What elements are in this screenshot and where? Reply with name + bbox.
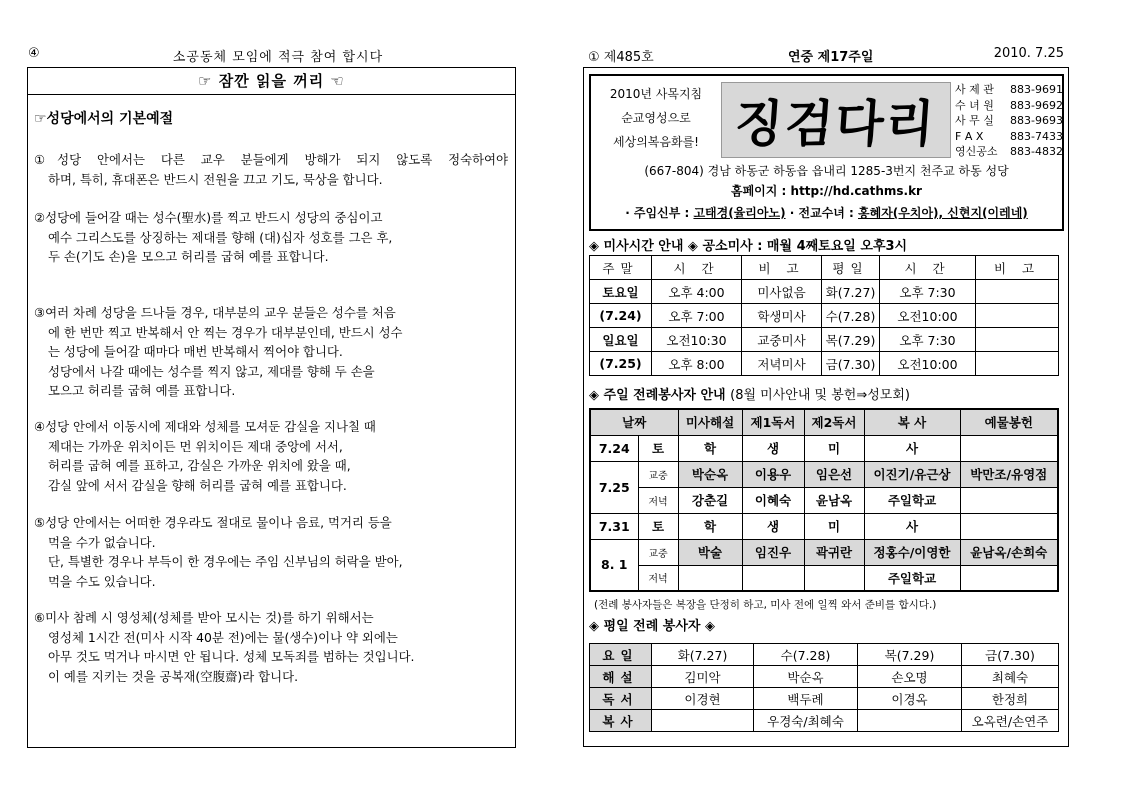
table-cell: 오전10:00 [880, 352, 976, 376]
staff-prefix: · 주임신부 : [625, 206, 694, 220]
table-cell: 임은선 [804, 461, 864, 487]
table-cell: 미 [804, 435, 864, 461]
table-header: 날짜 [590, 409, 678, 435]
parish-address: (667-804) 경남 하동군 하동읍 읍내리 1285-3번지 천주교 하동 성당 [644, 164, 1009, 178]
table-cell: 복사 [590, 710, 652, 732]
motto-line: 2010년 사목지침 [609, 87, 703, 101]
table-header: 금(7.30) [962, 644, 1059, 666]
paragraph-line: 두 손(기도 손)을 모으고 허리를 굽혀 예를 표합니다. [48, 249, 329, 264]
contact-number: 883-7433 [1010, 129, 1063, 143]
table-header-row [590, 256, 1059, 280]
paragraph-line: ⑥미사 참례 시 영성체(성체를 받아 모시는 것)를 하기 위해서는 [34, 610, 374, 625]
contact-row [955, 98, 1063, 114]
contact-label: 사 무 실 [955, 114, 994, 127]
table-cell [652, 710, 754, 732]
paragraph-line: ①성당 안에서는 다른 교우 분들에게 방해가 되지 않도록 정숙하여야 [34, 152, 508, 167]
paragraph-5 [34, 513, 508, 591]
table-cell: 교중미사 [742, 328, 822, 352]
table-cell: 생 [742, 513, 804, 539]
table-cell: 저녁 [638, 487, 678, 513]
table-cell: 7.24 [590, 435, 638, 461]
table-row [590, 666, 1059, 688]
table-header: 복 사 [864, 409, 960, 435]
paragraph-3 [34, 303, 508, 401]
weekday-section-title: ◈ 평일 전례 봉사자 ◈ [589, 619, 716, 634]
table-cell [976, 280, 1059, 304]
table-cell: 학생미사 [742, 304, 822, 328]
contact-number: 883-9692 [1010, 98, 1063, 112]
table-cell: 이진기/유근상 [864, 461, 960, 487]
table-cell: 오전10:30 [652, 328, 742, 352]
left-page-number: ④ [28, 46, 40, 61]
sisters-names: 홍혜자(우치아), 신현지(이레네) [858, 206, 1028, 220]
contact-label: 영신공소 [955, 145, 998, 158]
table-cell: 저녁 [638, 565, 678, 591]
table-cell [976, 304, 1059, 328]
paragraph-line: ④성당 안에서 이동시에 제대와 성체를 모셔둔 감실을 지나칠 때 [34, 419, 376, 434]
table-cell: 수(7.28) [822, 304, 880, 328]
table-row [590, 352, 1059, 376]
motto-line: 세상의복음화를! [613, 135, 699, 149]
table-cell: 교중 [638, 461, 678, 487]
paragraph-2 [34, 208, 508, 267]
table-cell [804, 565, 864, 591]
liturgical-week: 연중 제17주일 [788, 50, 874, 65]
table-cell: 오후 7:30 [880, 280, 976, 304]
table-cell: (7.25) [590, 352, 652, 376]
issue-number: ① 제485호 [588, 50, 654, 65]
paragraph-line: 영성체 1시간 전(미사 시작 40분 전)에는 물(생수)이나 약 외에는 [48, 629, 398, 645]
table-cell: 7.31 [590, 513, 638, 539]
contact-row [955, 144, 1063, 160]
contact-row [955, 82, 1063, 98]
table-cell: 박순옥 [754, 666, 858, 688]
sunday-servers-table [589, 408, 1059, 592]
table-cell: 이경현 [652, 688, 754, 710]
servers-section-title [589, 384, 910, 403]
table-cell: (7.24) [590, 304, 652, 328]
table-cell: 이혜숙 [742, 487, 804, 513]
paragraph-4 [34, 417, 508, 495]
paragraph-line: 이 예를 지키는 것을 공복재(空腹齋)라 합니다. [48, 668, 299, 684]
table-cell: 윤남옥 [804, 487, 864, 513]
table-header: 수(7.28) [754, 644, 858, 666]
paragraph-6 [34, 608, 508, 686]
contact-label: F A X [955, 129, 984, 143]
paragraph-line: ②성당에 들어갈 때는 성수(聖水)를 찍고 반드시 성당의 중심이고 [34, 210, 383, 225]
table-cell [960, 565, 1058, 591]
table-row [590, 710, 1059, 732]
masthead [589, 74, 1064, 231]
paragraph-line: 예수 그리스도를 상징하는 제대를 향해 (대)십자 성호를 그은 후, [48, 229, 393, 245]
table-cell: 7.25 [590, 461, 638, 513]
servers-subtitle: (8월 미사안내 및 봉헌⇒성모회) [730, 388, 910, 403]
paragraph-1 [34, 150, 508, 189]
table-row [590, 435, 1058, 461]
paragraph-line: 단, 특별한 경우나 부득이 한 경우에는 주임 신부님의 허락을 받아, [48, 554, 403, 569]
paragraph-line: 먹을 수도 있습니다. [48, 573, 156, 589]
table-cell: 일요일 [590, 328, 652, 352]
table-cell: 토 [638, 435, 678, 461]
table-cell [960, 435, 1058, 461]
contact-list [955, 82, 1063, 160]
paragraph-line: 하며, 특히, 휴대폰은 반드시 전원을 끄고 기도, 묵상을 합니다. [48, 171, 383, 187]
table-cell: 이용우 [742, 461, 804, 487]
table-cell: 오옥련/손연주 [962, 710, 1059, 732]
table-cell: 윤남옥/손희숙 [960, 539, 1058, 565]
table-cell [678, 565, 742, 591]
table-cell: 오후 7:30 [880, 328, 976, 352]
paragraph-line: 제대는 가까운 위치이든 먼 위치이든 제대 중앙에 서서, [48, 438, 343, 454]
table-cell: 김미악 [652, 666, 754, 688]
table-row [590, 688, 1059, 710]
paragraph-line: ③여러 차례 성당을 드나들 경우, 대부분의 교우 분들은 성수를 처음 [34, 305, 396, 320]
table-cell: 오후 4:00 [652, 280, 742, 304]
table-cell: 8. 1 [590, 539, 638, 591]
table-cell: 강춘길 [678, 487, 742, 513]
table-cell: 우경숙/최혜숙 [754, 710, 858, 732]
paragraph-line: 모으고 허리를 굽혀 예를 표합니다. [48, 383, 236, 398]
table-row [590, 565, 1058, 591]
motto-line: 순교영성으로 [621, 111, 691, 125]
table-cell: 독서 [590, 688, 652, 710]
table-cell [858, 710, 962, 732]
paragraph-line: 성당에서 나갈 때에는 성수를 찍지 않고, 제대를 향해 두 손을 [48, 363, 375, 379]
table-cell: 오전10:00 [880, 304, 976, 328]
table-cell: 학 [678, 513, 742, 539]
table-cell: 임진우 [742, 539, 804, 565]
table-cell: 미사없음 [742, 280, 822, 304]
weekday-servers-table [589, 643, 1059, 732]
table-header: 예물봉헌 [960, 409, 1058, 435]
table-cell: 화(7.27) [822, 280, 880, 304]
contact-label: 수 녀 원 [955, 98, 994, 112]
table-row [590, 513, 1058, 539]
table-cell: 박순옥 [678, 461, 742, 487]
table-cell: 해설 [590, 666, 652, 688]
table-cell: 교중 [638, 539, 678, 565]
contact-label: 사 제 관 [955, 83, 994, 96]
table-cell [960, 487, 1058, 513]
table-header: 주말 [590, 256, 652, 280]
issue-date: 2010. 7.25 [993, 46, 1064, 61]
table-cell: 토 [638, 513, 678, 539]
paragraph-line: 먹을 수가 없습니다. [48, 534, 156, 550]
table-cell: 금(7.30) [822, 352, 880, 376]
table-cell: 최혜숙 [962, 666, 1059, 688]
table-header: 미사해설 [678, 409, 742, 435]
table-cell: 생 [742, 435, 804, 461]
table-row [590, 539, 1058, 565]
paragraph-line: ⑤성당 안에서는 어떠한 경우라도 절대로 물이나 음료, 먹거리 등을 [34, 515, 392, 530]
table-row [590, 487, 1058, 513]
table-row [590, 280, 1059, 304]
table-cell: 박만조/유영점 [960, 461, 1058, 487]
table-cell [742, 565, 804, 591]
bulletin-frame [583, 67, 1069, 747]
table-cell [976, 352, 1059, 376]
table-cell: 목(7.29) [822, 328, 880, 352]
table-header: 평일 [822, 256, 880, 280]
mass-title: ◈ 미사시간 안내 ◈ [589, 239, 698, 254]
mass-subtitle: 공소미사 : 매월 4째토요일 오후3시 [702, 239, 908, 254]
servers-title: ◈ 주일 전례봉사자 안내 [589, 388, 726, 403]
table-cell: 백두례 [754, 688, 858, 710]
table-header: 제1독서 [742, 409, 804, 435]
table-cell: 이경옥 [858, 688, 962, 710]
contact-row [955, 129, 1063, 145]
right-page-header [588, 44, 1068, 64]
table-row [590, 304, 1059, 328]
table-cell: 손오명 [858, 666, 962, 688]
reading-box [27, 67, 516, 748]
mass-section-title [589, 235, 907, 254]
homepage-link[interactable]: 홈페이지 : http://hd.cathms.kr [731, 184, 922, 198]
paragraph-line: 에 한 번만 찍고 반복해서 안 찍는 경우가 대부분인데, 반드시 성수 [48, 324, 403, 340]
table-cell: 정홍수/이영한 [864, 539, 960, 565]
table-cell: 주일학교 [864, 565, 960, 591]
paragraph-line: 아무 것도 먹거나 마시면 안 됩니다. 성체 모독죄를 범하는 것입니다. [48, 649, 415, 664]
table-header: 화(7.27) [652, 644, 754, 666]
pastor-name: 고태경(율리아노) [693, 206, 786, 220]
table-header: 비 고 [742, 256, 822, 280]
contact-number: 883-9693 [1010, 114, 1063, 127]
table-header: 시 간 [880, 256, 976, 280]
bulletin-logo [721, 82, 951, 158]
reading-title: ☞ 잠깐 읽을 꺼리 ☜ [28, 68, 515, 95]
table-header: 목(7.29) [858, 644, 962, 666]
pastoral-motto [596, 82, 716, 158]
table-cell: 저녁미사 [742, 352, 822, 376]
table-header: 제2독서 [804, 409, 864, 435]
mass-times-table [589, 255, 1059, 376]
staff-middle: · 전교수녀 : [785, 206, 859, 220]
parish-staff [591, 204, 1062, 221]
table-cell: 미 [804, 513, 864, 539]
table-header: 요일 [590, 644, 652, 666]
paragraph-line: 허리를 굽혀 예를 표하고, 감실은 가까운 위치에 왔을 때, [48, 458, 351, 473]
contact-number: 883-9691 [1010, 83, 1063, 96]
table-row [590, 328, 1059, 352]
table-cell [960, 513, 1058, 539]
contact-number: 883-4832 [1010, 145, 1063, 158]
contact-row [955, 113, 1063, 129]
table-header-row [590, 409, 1058, 435]
table-cell: 사 [864, 513, 960, 539]
table-header: 비 고 [976, 256, 1059, 280]
table-cell: 사 [864, 435, 960, 461]
table-cell: 오후 7:00 [652, 304, 742, 328]
table-cell: 토요일 [590, 280, 652, 304]
paragraph-line: 감실 앞에 서서 감실을 향해 허리를 굽혀 예를 표합니다. [48, 477, 347, 493]
table-row [590, 461, 1058, 487]
table-cell: 한정희 [962, 688, 1059, 710]
etiquette-heading: ☞성당에서의 기본예절 [34, 111, 174, 127]
table-header-row [590, 644, 1059, 666]
left-slogan: 소공동체 모임에 적극 참여 합시다 [172, 50, 384, 65]
table-cell: 학 [678, 435, 742, 461]
servers-note: (전례 봉사자들은 복장을 단정히 하고, 미사 전에 일찍 와서 준비를 합시다.) [594, 599, 937, 611]
table-cell: 박술 [678, 539, 742, 565]
left-page-header [28, 44, 516, 64]
table-header: 시 간 [652, 256, 742, 280]
table-cell: 곽귀란 [804, 539, 864, 565]
paragraph-line: 는 성당에 들어갈 때마다 매번 반복해서 찍어야 합니다. [48, 344, 343, 359]
table-cell: 오후 8:00 [652, 352, 742, 376]
logo-text: 징검다리 [733, 94, 939, 153]
table-cell: 주일학교 [864, 487, 960, 513]
table-cell [976, 328, 1059, 352]
